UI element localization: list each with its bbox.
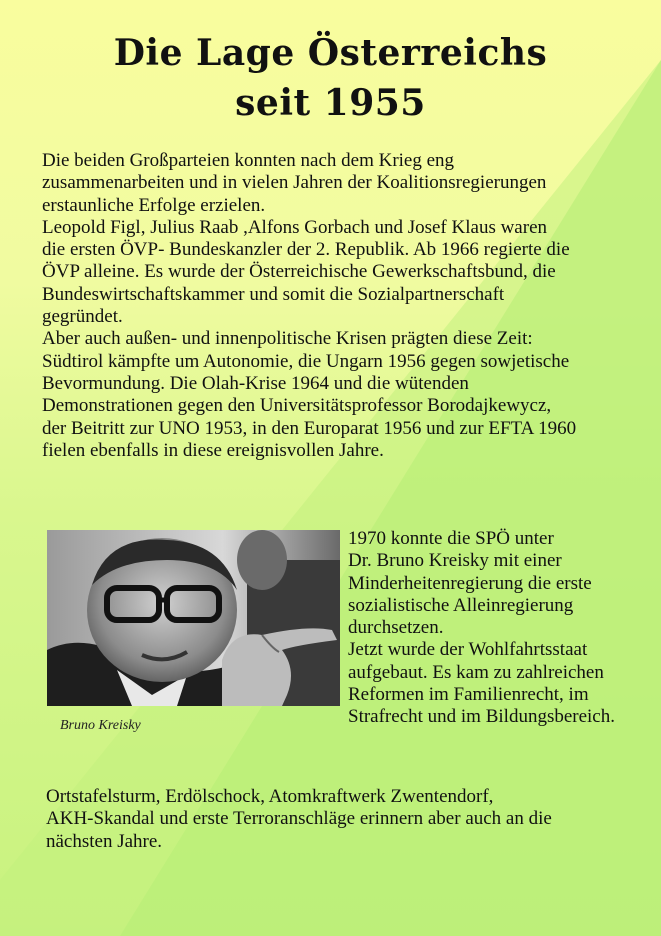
text-line: nächsten Jahre.: [46, 830, 163, 852]
text-line: AKH-Skandal und erste Terroranschläge erinnern aber auch an die: [46, 808, 552, 830]
text-line: Die beiden Großparteien konnten nach dem Krieg eng: [42, 150, 455, 171]
kreisky-photo: [47, 530, 340, 706]
text-line: der Beitritt zur UNO 1953, in den Europarat 1956 und zur EFTA 1960: [42, 417, 577, 439]
text-line: Demonstrationen gegen den Universitätsprofessor Borodajkewycz,: [42, 395, 552, 417]
text-line: Ortstafelsturm, Erdölschock, Atomkraftwerk Zwentendorf,: [46, 786, 494, 807]
text-line: Bevormundung. Die Olah-Krise 1964 und die wütenden: [42, 372, 469, 394]
text-line: Jetzt wurde der Wohlfahrtsstaat: [348, 639, 588, 661]
text-line: zusammenarbeiten und in vielen Jahren der Koalitionsregierungen: [42, 172, 547, 194]
title-line: seit 1955: [235, 82, 426, 124]
text-line: Südtirol kämpfte um Autonomie, die Ungarn 1956 gegen sowjetische: [42, 350, 570, 372]
text-line: sozialistische Alleinregierung: [348, 594, 574, 616]
text-line: erstaunliche Erfolge erzielen.: [42, 194, 266, 216]
text-line: fielen ebenfalls in diese ereignisvollen Jahre.: [42, 439, 384, 461]
text-line: Minderheitenregierung die erste: [348, 572, 592, 594]
photo-caption: Bruno Kreisky: [60, 718, 141, 733]
text-line: Dr. Bruno Kreisky mit einer: [348, 550, 562, 572]
text-line: die ersten ÖVP- Bundeskanzler der 2. Republik. Ab 1966 regierte die: [42, 239, 570, 261]
text-line: Bundeswirtschaftskammer und somit die Sozialpartnerschaft: [42, 283, 505, 305]
closing-paragraph: [46, 786, 552, 853]
text-line: Reformen im Familienrecht, im: [348, 684, 589, 706]
text-line: Strafrecht und im Bildungsbereich.: [348, 706, 615, 728]
kreisky-paragraph: [348, 528, 615, 729]
text-line: Aber auch außen- und innenpolitische Krisen prägten diese Zeit:: [42, 328, 533, 350]
text-line: aufgebaut. Es kam zu zahlreichen: [348, 661, 604, 683]
intro-paragraph: [42, 150, 576, 462]
text-line: ÖVP alleine. Es wurde der Österreichische Gewerkschaftsbund, die: [42, 261, 556, 283]
text-line: 1970 konnte die SPÖ unter: [348, 528, 554, 549]
text-line: durchsetzen.: [348, 617, 444, 639]
page-title: [0, 28, 661, 128]
title-line: Die Lage Österreichs: [113, 32, 548, 74]
text-line: gegründet.: [42, 306, 123, 328]
text-line: Leopold Figl, Julius Raab ,Alfons Gorbach und Josef Klaus waren: [42, 216, 548, 238]
